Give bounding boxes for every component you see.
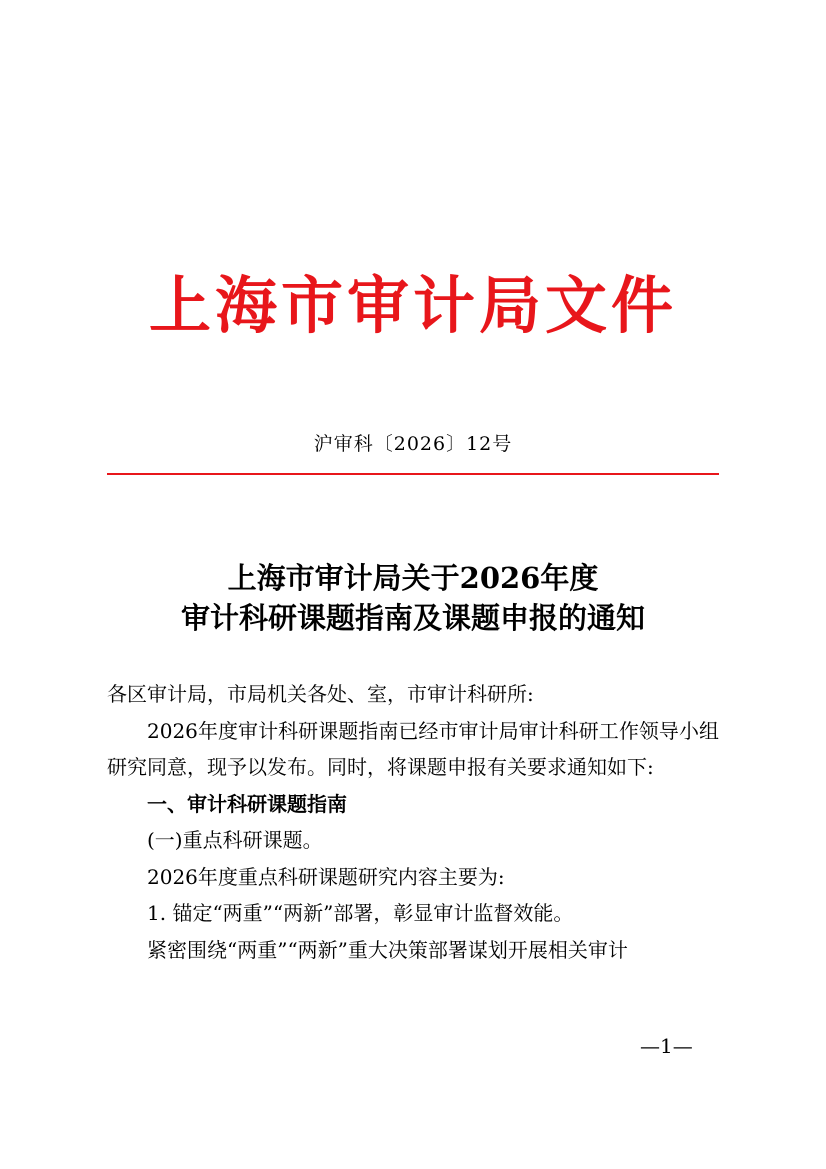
red-divider-line [107,473,719,475]
notice-title [0,558,826,638]
subsection-heading-1: (一)重点科研课题。 [147,828,323,852]
salutation: 各区审计局，市局机关各处、室，市审计科研所: [107,682,534,706]
intro-paragraph: 2026年度审计科研课题指南已经市审计局审计科研工作领导小组研究同意，现予以发布。同时，将课题申报有关要求通知如下: [107,718,719,779]
notice-title-line-2: 审计科研课题指南及课题申报的通知 [180,601,645,635]
list-item-1: 1. 锚定“两重”“两新”部署，彰显审计监督效能。 [147,901,574,925]
notice-title-line-1: 上海市审计局关于2026年度 [227,561,599,595]
section-heading-1: 一、审计科研课题指南 [147,791,347,816]
notice-body [107,676,719,968]
page-number: —1— [640,1034,693,1058]
subsection-description: 2026年度重点科研课题研究内容主要为: [147,864,505,889]
list-item-1-description: 紧密围绕“两重”“两新”重大决策部署谋划开展相关审计 [147,937,628,962]
document-number: 沪审科〔2026〕12号 [313,433,513,455]
document-header-title: 上海市审计局文件 [148,269,677,342]
